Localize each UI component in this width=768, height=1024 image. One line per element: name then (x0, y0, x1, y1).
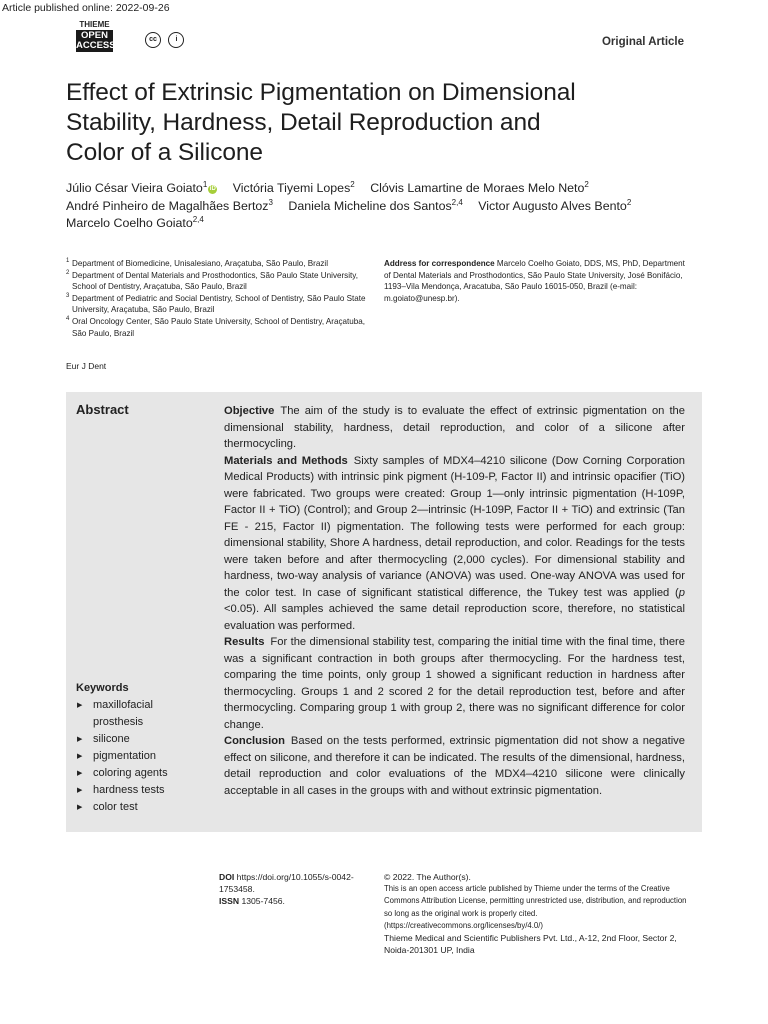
journal-name: Eur J Dent (66, 361, 107, 371)
orcid-icon[interactable]: iD (209, 186, 216, 192)
author-name: Victor Augusto Alves Bento (478, 198, 627, 213)
keyword-item[interactable]: ▶ pigmentation (76, 748, 206, 765)
affiliation (66, 293, 371, 316)
methods-p-symbol: p (678, 586, 685, 599)
abstract-heading: Abstract (76, 402, 129, 417)
objective-label: Objective (224, 405, 275, 417)
abstract-body (224, 403, 685, 799)
issn-line (219, 895, 369, 907)
author-name: Clóvis Lamartine de Moraes Melo Neto (370, 181, 585, 195)
abstract-results (224, 634, 685, 733)
correspondence-text: Marcelo Coelho Goiato, DDS, MS, PhD, Department of Dental Materials and Prosthodontics, São Paulo State University, José Bonifácio, 1193–Vila Mendonça, Aracatuba, São Paulo 16015-050, Brazil (e-mail: m.goiato@unesp.br). (384, 259, 685, 303)
thieme-open-access-logo (76, 20, 116, 56)
article-type: Original Article (601, 36, 684, 48)
author-affil-sup: 2 (350, 179, 355, 189)
author-affil-sup: 2 (584, 179, 589, 189)
author-affil-sup: 2,4 (192, 214, 204, 224)
keyword-item[interactable]: ▶ hardness tests (76, 782, 206, 799)
keyword-item[interactable]: ▶ color test (76, 799, 206, 816)
author[interactable] (66, 216, 204, 230)
affiliation (66, 258, 371, 270)
author[interactable] (288, 199, 462, 213)
affiliation-number: 4 (66, 315, 70, 322)
results-label: Results (224, 636, 265, 648)
author-affil-sup: 1 (202, 179, 208, 189)
title-line: Effect of Extrinsic Pigmentation on Dimensional (66, 79, 576, 106)
author-line (66, 198, 686, 216)
keyword-item[interactable]: ▶ maxillofacial prosthesis (76, 697, 206, 731)
copyright-notice (384, 871, 694, 956)
affiliation-number: 3 (66, 292, 70, 299)
by-attribution-icon: i (168, 32, 184, 48)
affiliation-text: Department of Pediatric and Social Dentistry, School of Dentistry, São Paulo State University, Araçatuba, São Paulo, Brazil (72, 293, 366, 315)
methods-label: Materials and Methods (224, 454, 348, 467)
author-name: Victória Tiyemi Lopes (232, 181, 351, 195)
article-title (66, 78, 666, 168)
copyright-line: © 2022. The Author(s). (384, 872, 471, 882)
keyword-item[interactable]: ▶ coloring agents (76, 765, 206, 782)
affiliation-text: Department of Biomedicine, Unisalesiano, Araçatuba, São Paulo, Brazil (72, 259, 328, 268)
keyword-list (76, 697, 206, 816)
title-line: Stability, Hardness, Detail Reproduction and (66, 109, 541, 136)
affiliation (66, 270, 371, 293)
affiliation-number: 1 (66, 258, 70, 264)
abstract-objective (224, 403, 685, 453)
author-affil-sup: 2,4 (451, 197, 463, 207)
doi-label: DOI (219, 872, 235, 882)
title-line: Color of a Silicone (66, 139, 263, 166)
logo-publisher: THIEME (79, 20, 110, 29)
objective-text: The aim of the study is to evaluate the effect of extrinsic pigmentation on the dimensional stability, hardness, detail reproduction, and color of a silicone after thermocycling. (224, 405, 685, 450)
logo-access: ACCESS (76, 40, 116, 51)
methods-text-end: <0.05). All samples achieved the same detail reproduction score, therefore, no statistical evaluation was performed. (224, 603, 685, 632)
doi-link[interactable]: https://doi.org/10.1055/s-0042-1753458. (219, 872, 354, 894)
results-text: For the dimensional stability test, comparing the initial time with the final time, there was a significant contraction in both groups after thermocycling. For the hardness test, comparing the time points, only group 1 showed a significant reduction in hardness after thermocycling. Groups 1 and 2 scored 2 for the detail reproduction test, before and after thermocycling. Comparing group 1 with group 2, there was no significant difference for color change. (224, 636, 685, 731)
keywords (76, 680, 206, 816)
author[interactable] (370, 181, 589, 195)
affiliations (66, 258, 371, 339)
correspondence-address (384, 258, 690, 304)
author-list (66, 180, 686, 233)
doi-line (219, 871, 369, 895)
author-affil-sup: 3 (268, 197, 273, 207)
issn-value: 1305-7456. (241, 896, 285, 906)
affiliation-text: Oral Oncology Center, São Paulo State University, School of Dentistry, Araçatuba, São Paulo, Brazil (72, 316, 366, 338)
logo-open: OPEN (81, 30, 108, 41)
correspondence-label: Address for correspondence (384, 259, 495, 268)
doi-block (219, 871, 369, 907)
methods-text: Sixty samples of MDX4–4210 silicone (Dow Corning Corporation Medical Products) with intrinsic pink pigment (H-109-P, Factor II) and intrinsic opacifier (TiO) were fabricated. Two groups were created: Group 1—only intrinsic pigmentation (H-109P, Factor II + TiO) (Control); and Group 2—intrinsic (H-109P, Factor II + TiO) and extrinsic (Tan FE - 215, Factor II) pigmentation. The following tests were performed for each group: dimensional stability, Shore A hardness, detail reproduction, and color. Readings for the tests were taken before and after thermocycling (2,000 cycles). For dimensional stability and hardness, two-way analysis of variance (ANOVA) was used. One-way ANOVA was used for the color test. In case of significant statistical difference, the Tukey test was applied ( (224, 454, 685, 599)
affiliation-number: 2 (66, 269, 70, 276)
keywords-heading: Keywords (76, 682, 129, 694)
author[interactable] (66, 181, 217, 195)
issn-label: ISSN (219, 896, 240, 906)
abstract-methods (224, 453, 685, 635)
published-date: Article published online: 2022-09-26 (2, 2, 170, 14)
conclusion-label: Conclusion (224, 735, 285, 747)
cc-icon: cc (145, 32, 161, 48)
keyword-item[interactable]: ▶ silicone (76, 731, 206, 748)
author-name: André Pinheiro de Magalhães Bertoz (66, 198, 269, 213)
publisher-address: Thieme Medical and Scientific Publishers Pvt. Ltd., A-12, 2nd Floor, Sector 2, Noida-201301 UP, India (384, 933, 677, 956)
author-line (66, 215, 686, 233)
conclusion-text: Based on the tests performed, extrinsic pigmentation did not show a negative effect on silicone, and therefore it can be indicated. The results of the dimensional, hardness, detail reproduction and color evaluations of the MDX4–4210 silicone were clinically acceptable in all cases in the groups with and without extrinsic pigmentation. (224, 735, 685, 797)
author-affil-sup: 2 (626, 197, 632, 207)
author[interactable] (478, 199, 631, 213)
author[interactable] (233, 181, 355, 195)
author-line (66, 180, 686, 198)
author-name: Marcelo Coelho Goiato (66, 216, 193, 230)
logo-box (76, 30, 116, 52)
license-icons (145, 31, 187, 49)
author-name: Júlio César Vieira Goiato (66, 181, 203, 195)
abstract-conclusion (224, 733, 685, 799)
affiliation (66, 316, 371, 339)
author[interactable] (66, 199, 273, 213)
author-name: Daniela Micheline dos Santos (288, 198, 452, 213)
affiliation-text: Department of Dental Materials and Prosthodontics, São Paulo State University, School of Dentistry, Araçatuba, São Paulo, Brazil (72, 270, 358, 292)
license-text: This is an open access article published by Thieme under the terms of the Creative Commons Attribution License, permitting unrestricted use, distribution, and reproduction so long as the original work is properly cited. (https://creativecommons.org/licenses/by/4.0/) (384, 884, 687, 930)
